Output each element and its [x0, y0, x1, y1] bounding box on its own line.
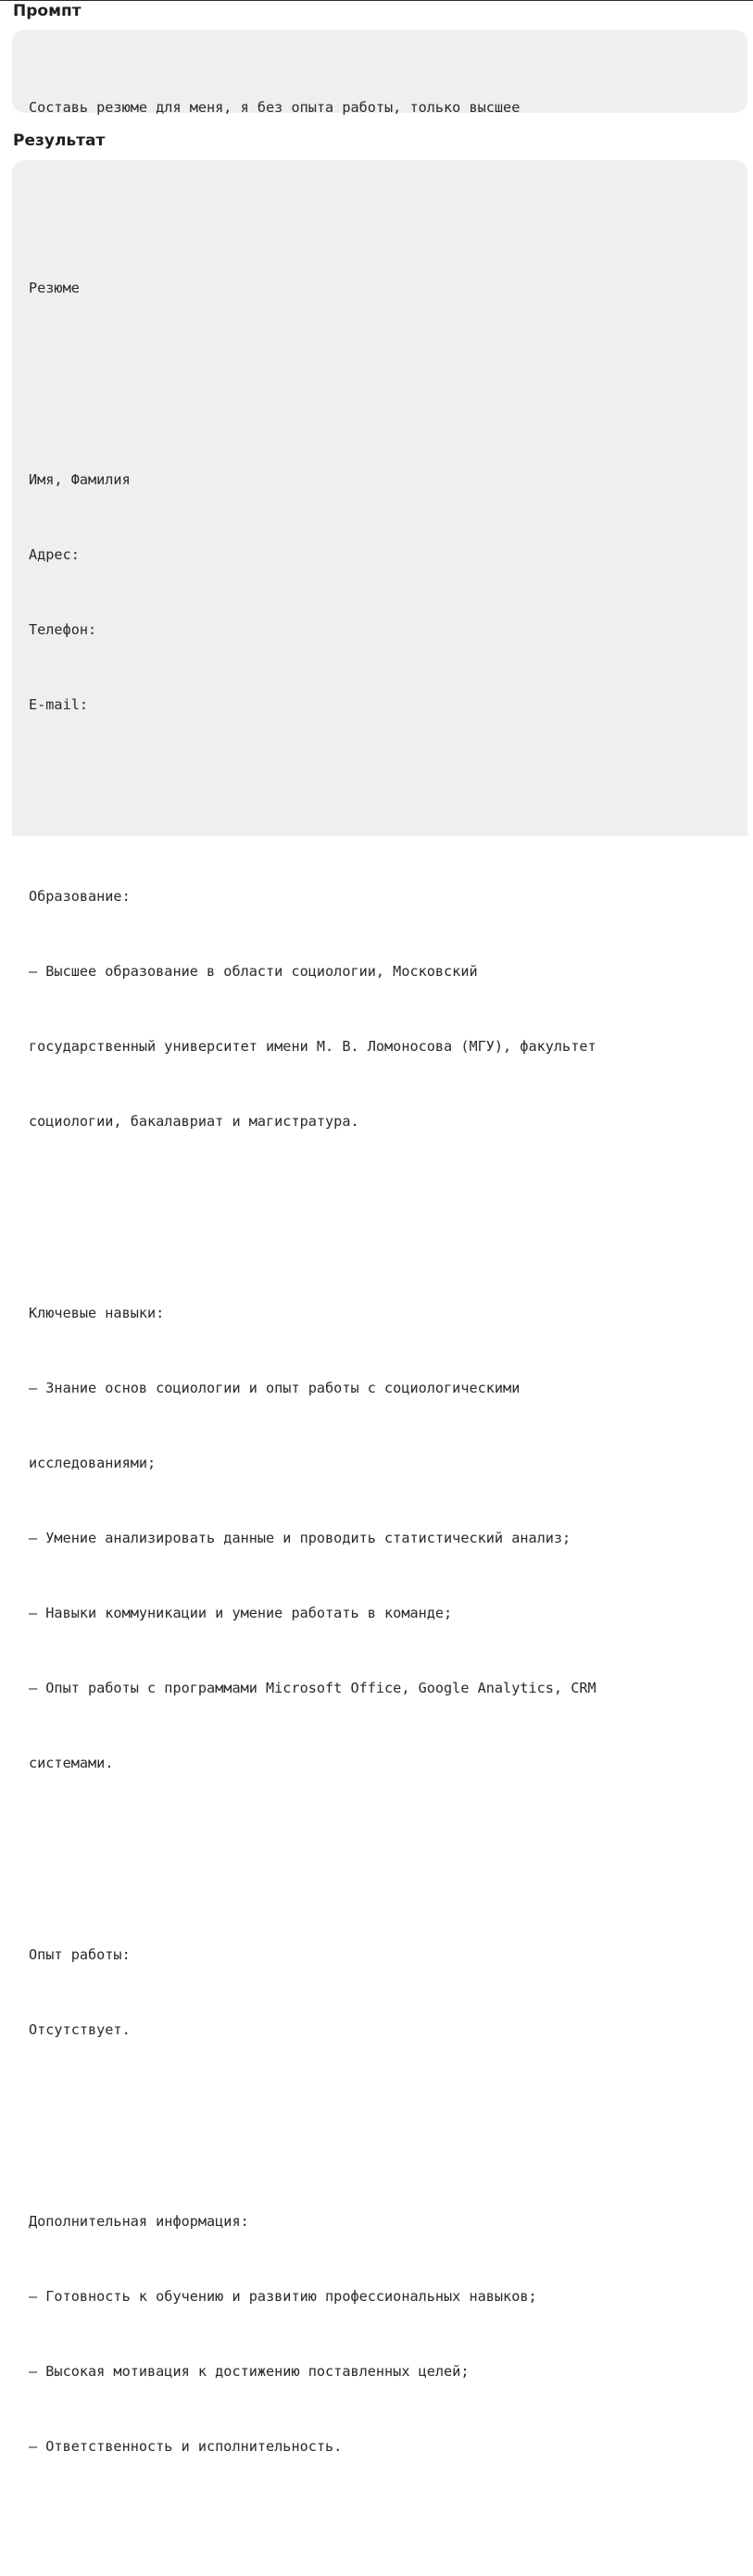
- result-line: системами.: [29, 1755, 114, 1771]
- result-block-contacts: [29, 418, 747, 768]
- result-line: E-mail:: [29, 696, 89, 713]
- result-block-title: [29, 226, 747, 351]
- result-line: Адрес:: [29, 546, 80, 563]
- prompt-card: [12, 30, 747, 116]
- result-line: – Высокая мотивация к достижению поставленных целей;: [29, 2363, 470, 2380]
- top-divider: [0, 0, 753, 1]
- result-block-additional: [29, 2159, 747, 2509]
- result-line: – Опыт работы с программами Microsoft Office, Google Analytics, CRM: [29, 1680, 596, 1696]
- result-block-education: [29, 834, 747, 1184]
- result-line: Образование:: [29, 888, 131, 905]
- result-line: – Готовность к обучению и развитию профессиональных навыков;: [29, 2288, 537, 2305]
- result-line: исследованиями;: [29, 1455, 157, 1471]
- result-line: – Навыки коммуникации и умение работать в команде;: [29, 1605, 453, 1621]
- result-line: – Высшее образование в области социологии, Московский: [29, 963, 478, 980]
- result-line: – Умение анализировать данные и проводить статистический анализ;: [29, 1530, 571, 1546]
- result-line: Телефон:: [29, 621, 97, 638]
- result-line: государственный университет имени М. В. Ломоносова (МГУ), факультет: [29, 1038, 596, 1055]
- result-text: [29, 176, 747, 2576]
- result-line: – Знание основ социологии и опыт работы с социологическими: [29, 1380, 521, 1396]
- result-line: Ключевые навыки:: [29, 1305, 165, 1321]
- prompt-line: Составь резюме для меня, я без опыта работы, только высшее: [29, 99, 521, 116]
- result-line: Дополнительная информация:: [29, 2213, 249, 2230]
- result-card: [12, 160, 747, 2455]
- result-line: Резюме: [29, 280, 80, 296]
- result-block-experience: [29, 1893, 747, 2093]
- result-line: – Ответственность и исполнительность.: [29, 2438, 343, 2455]
- result-line: Отсутствует.: [29, 2021, 131, 2038]
- result-line: Опыт работы:: [29, 1946, 131, 1963]
- result-line: социологии, бакалавриат и магистратура.: [29, 1113, 359, 1130]
- result-block-skills: [29, 1251, 747, 1826]
- prompt-heading: Промпт: [13, 2, 82, 20]
- result-heading: Результат: [13, 131, 106, 150]
- result-line: Имя, Фамилия: [29, 471, 131, 488]
